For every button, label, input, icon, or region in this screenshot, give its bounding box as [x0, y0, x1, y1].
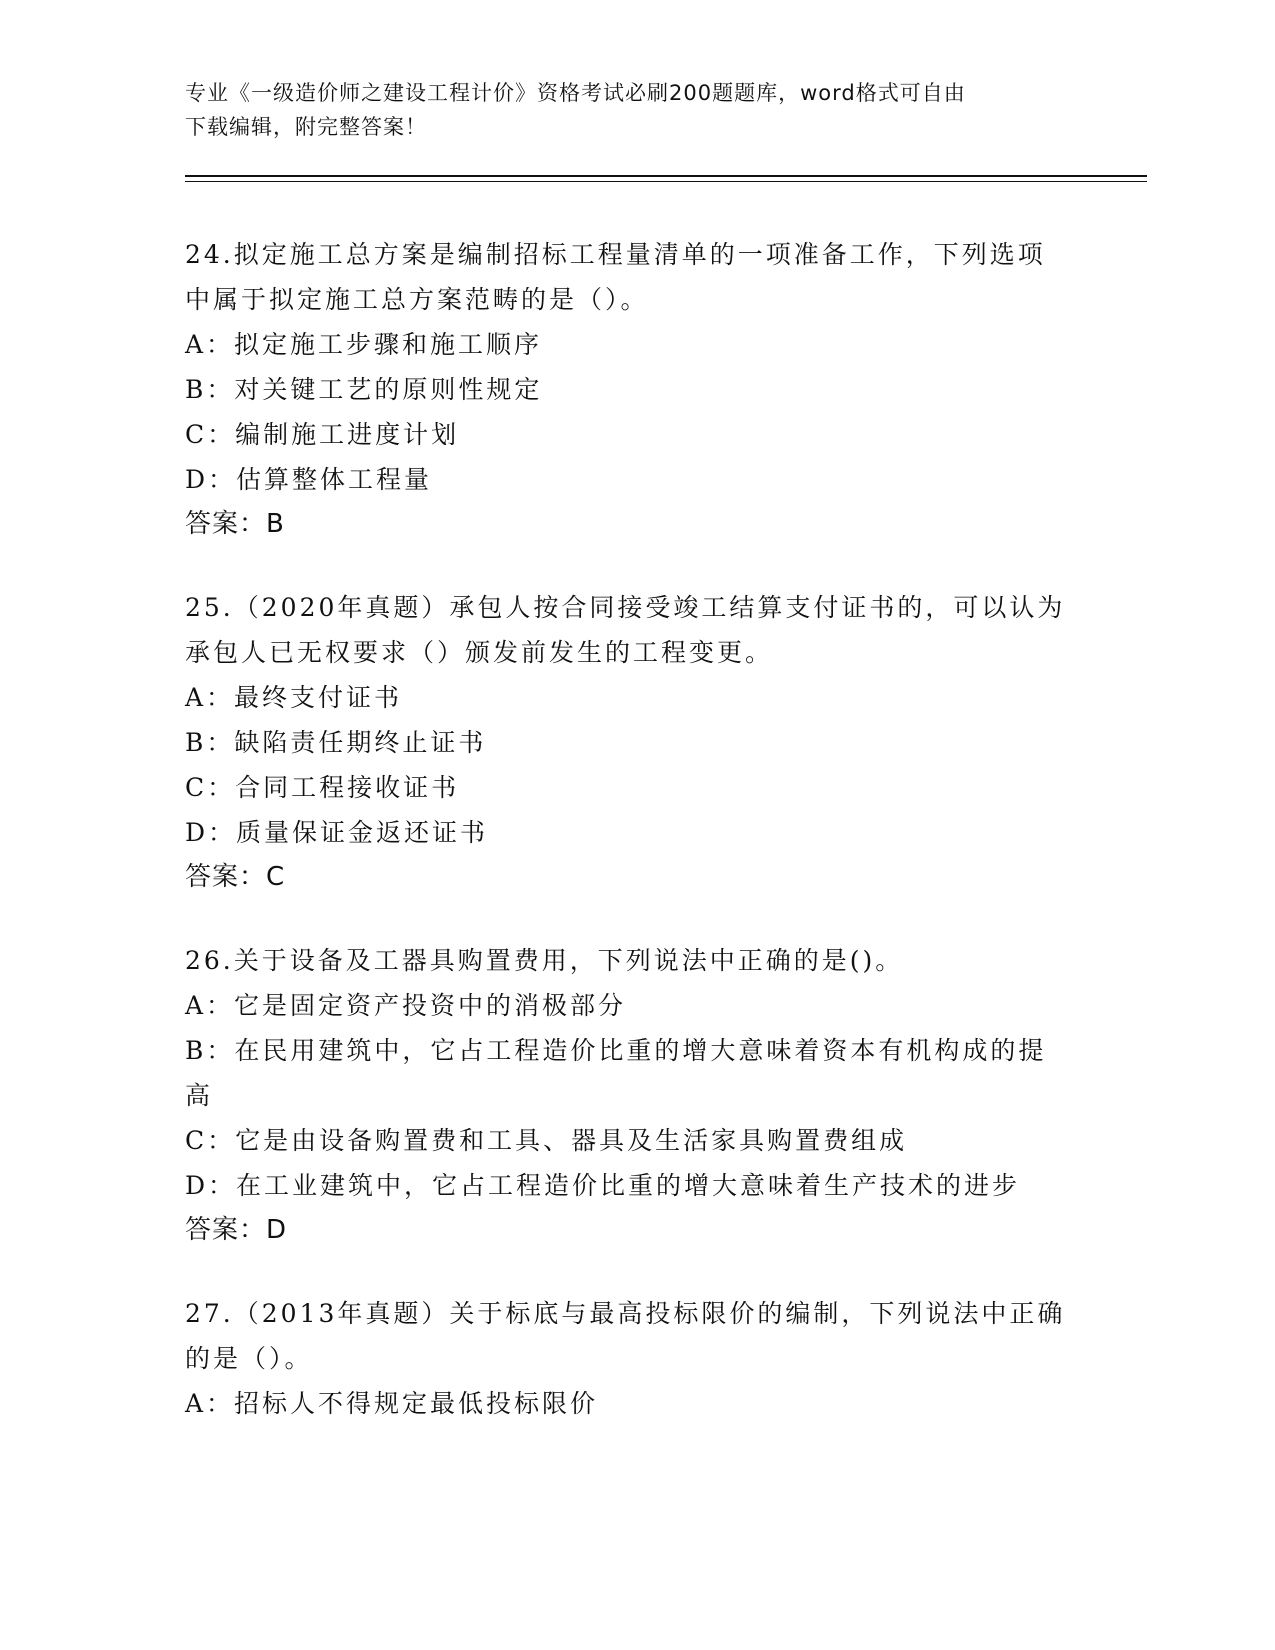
option-a: A：最终支付证书: [185, 683, 403, 712]
question-25: [185, 585, 1085, 900]
option-d: D：估算整体工程量: [185, 465, 433, 494]
option-a: A：它是固定资产投资中的消极部分: [185, 991, 627, 1020]
question-24: [185, 232, 1085, 547]
header-divider-thin: [185, 181, 1147, 182]
option-b: B：对关键工艺的原则性规定: [185, 375, 543, 404]
option-d: D：在工业建筑中，它占工程造价比重的增大意味着生产技术的进步: [185, 1171, 1021, 1200]
question-text-line: 的是（）。: [185, 1344, 313, 1373]
option-c: C：合同工程接收证书: [185, 773, 460, 802]
option-a: A：招标人不得规定最低投标限价: [185, 1389, 599, 1418]
option-b: B：缺陷责任期终止证书: [185, 728, 487, 757]
option-d: D：质量保证金返还证书: [185, 818, 489, 847]
page-header: [185, 76, 1085, 144]
question-text-line: 中属于拟定施工总方案范畴的是（）。: [185, 285, 649, 314]
question-27: [185, 1291, 1085, 1426]
header-line-1: 专业《一级造价师之建设工程计价》资格考试必刷200题题库，word格式可自由: [185, 81, 966, 105]
header-line-2: 下载编辑，附完整答案！: [185, 115, 427, 139]
option-c: C：它是由设备购置费和工具、器具及生活家具购置费组成: [185, 1126, 908, 1155]
answer-line: 答案：B: [185, 509, 285, 539]
answer-line: 答案：D: [185, 1215, 288, 1245]
option-b-continued: 高: [185, 1081, 214, 1110]
question-list: [185, 232, 1085, 1464]
option-a: A：拟定施工步骤和施工顺序: [185, 330, 543, 359]
question-26: [185, 938, 1085, 1253]
option-b: B：在民用建筑中，它占工程造价比重的增大意味着资本有机构成的提: [185, 1036, 1047, 1065]
question-text-line: 24.拟定施工总方案是编制招标工程量清单的一项准备工作，下列选项: [185, 240, 1046, 269]
question-text-line: 承包人已无权要求（）颁发前发生的工程变更。: [185, 638, 774, 667]
question-text-line: 25.（2020年真题）承包人按合同接受竣工结算支付证书的，可以认为: [185, 593, 1066, 622]
answer-line: 答案：C: [185, 862, 286, 892]
option-c: C：编制施工进度计划: [185, 420, 460, 449]
question-text-line: 27.（2013年真题）关于标底与最高投标限价的编制，下列说法中正确: [185, 1299, 1066, 1328]
header-divider: [185, 175, 1147, 177]
question-text-line: 26.关于设备及工器具购置费用，下列说法中正确的是()。: [185, 946, 904, 975]
